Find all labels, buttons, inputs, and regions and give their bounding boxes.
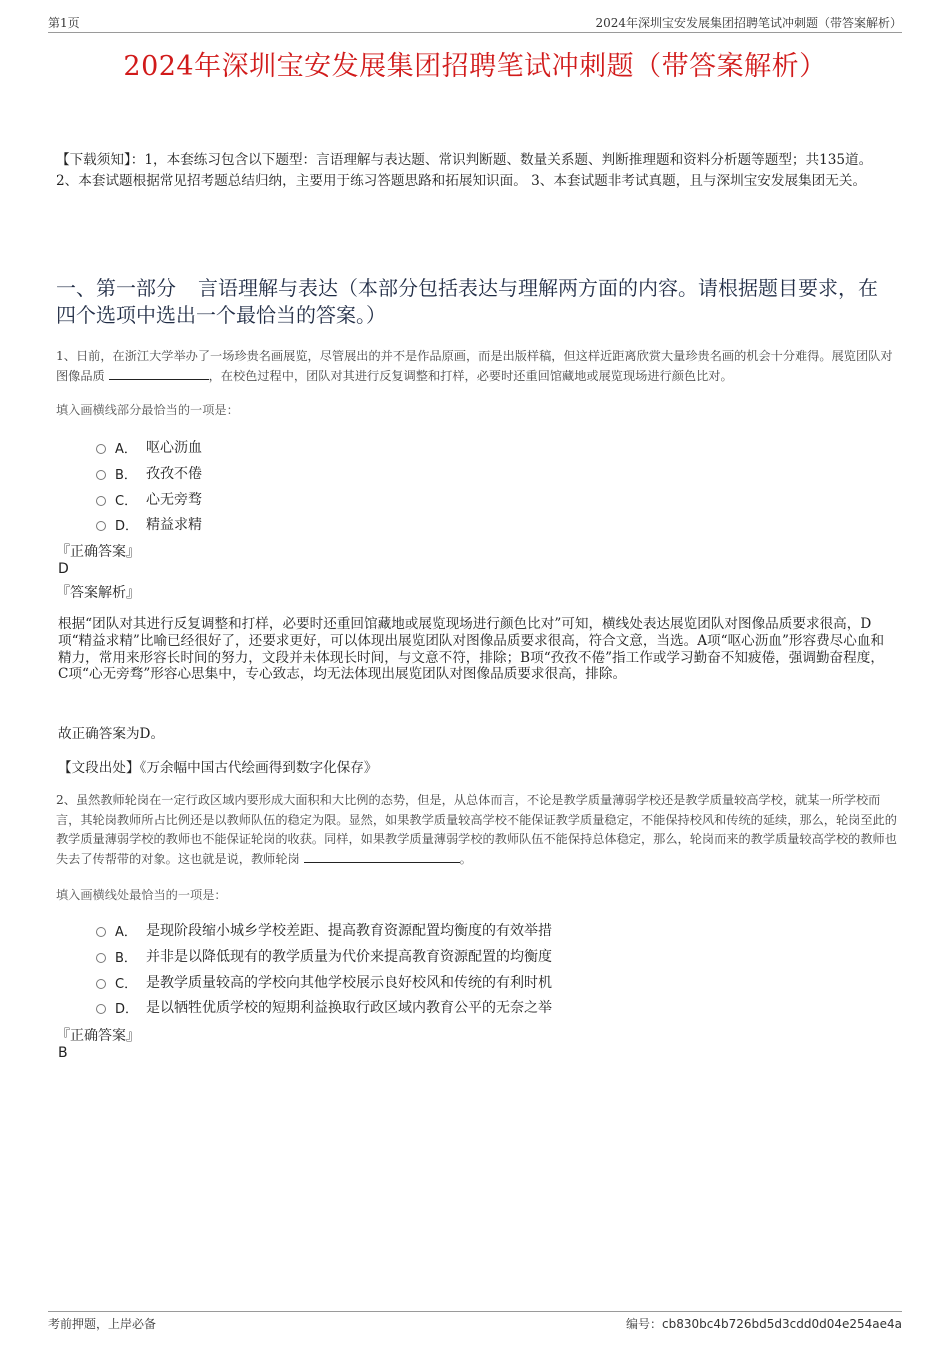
question-2-option-d[interactable]: D． 是以牺牲优质学校的短期利益换取行政区域内教育公平的无奈之举	[96, 997, 552, 1017]
radio-icon[interactable]	[96, 1004, 106, 1014]
question-1-answer: D	[58, 561, 69, 577]
question-2-option-a[interactable]: A． 是现阶段缩小城乡学校差距、提高教育资源配置均衡度的有效举措	[96, 920, 552, 940]
question-2-option-c[interactable]: C． 是教学质量较高的学校向其他学校展示良好校风和传统的有利时机	[96, 972, 552, 992]
question-1-answer-label: 『正确答案』	[56, 544, 140, 560]
radio-icon[interactable]	[96, 927, 106, 937]
footer-divider	[48, 1311, 902, 1312]
question-1-source: 【文段出处】《万余幅中国古代绘画得到数字化保存》	[58, 760, 378, 776]
question-1-option-d[interactable]: D． 精益求精	[96, 514, 202, 534]
header-doc-title: 2024年深圳宝安发展集团招聘笔试冲刺题（带答案解析）	[595, 16, 902, 30]
page-number: 第1页	[48, 16, 80, 30]
question-1-conclusion: 故正确答案为D。	[58, 726, 165, 742]
footer-code-value: cb830bc4b726bd5d3cdd0d04e254ae4a	[662, 1317, 902, 1331]
question-1-option-b[interactable]: B． 孜孜不倦	[96, 463, 202, 483]
question-1-analysis: 根据“团队对其进行反复调整和打样，必要时还重回馆藏地或展览现场进行颜色比对”可知，横线处表达展览团队对图像品质要求很高，D项“精益求精”比喻已经很好了，还要求更好，可以体现出展览团队对图像品质要求很高，符合文意，当选。A项“呕心沥血”形容费尽心血和精力，常用来形容长时间的努力，文段并未体现长时间，与文意不符，排除；B项“孜孜不倦”指工作或学习勤奋不知疲倦，强调勤奋程度，C项“心无旁骛”形容心思集中，专心致志，均无法体现出展览团队对图像品质要求很高，排除。	[58, 616, 885, 683]
question-1-option-a[interactable]: A． 呕心沥血	[96, 437, 202, 457]
question-2-prompt: 填入画横线处最恰当的一项是：	[56, 888, 227, 902]
section-description: 言语理解与表达（本部分包括表达与理解两方面的内容。请根据题目要求，在四个选项中选出一个最恰当的答案。）	[56, 276, 878, 327]
question-2-answer-label: 『正确答案』	[56, 1028, 140, 1044]
page-title: 2024年深圳宝安发展集团招聘笔试冲刺题（带答案解析）	[123, 51, 827, 82]
footer-slogan: 考前押题，上岸必备	[48, 1317, 157, 1331]
question-1-analysis-label: 『答案解析』	[56, 585, 140, 601]
question-2-text: 2、虽然教师轮岗在一定行政区域内要形成大面积和大比例的态势，但是，从总体而言，不论是教学质量薄弱学校还是教学质量较高学校，就某一所学校而言，其轮岗教师所占比例还是以教师队伍的稳定为限。显然，如果教学质量较高学校不能保证教学质量稳定，不能保持校风和传统的延续，那么，轮岗至此的教学质量薄弱学校的教师也不能保证轮岗的收获。同样，如果教学质量薄弱学校的教师队伍不能保持总体稳定，那么，轮岗而来的教学质量较高学校的教师也失去了传帮带的对象。这也就是说，教师轮岗 。	[56, 793, 897, 866]
section-part: 一、第一部分	[56, 276, 176, 300]
question-1-prompt: 填入画横线部分最恰当的一项是：	[56, 403, 239, 417]
header-divider	[48, 32, 902, 33]
radio-icon[interactable]	[96, 521, 106, 531]
section-heading	[56, 275, 894, 329]
question-1-text: 1、日前，在浙江大学举办了一场珍贵名画展览，尽管展出的并不是作品原画，而是出版样稿，但这样近距离欣赏大量珍贵名画的机会十分难得。展览团队对图像品质 ，在校色过程中，团队对其进行反复调整和打样，必要时还重回馆藏地或展览现场进行颜色比对。	[56, 349, 893, 383]
question-2-answer: B	[58, 1045, 68, 1061]
answer-blank	[304, 862, 460, 863]
radio-icon[interactable]	[96, 470, 106, 480]
radio-icon[interactable]	[96, 953, 106, 963]
question-2-option-b[interactable]: B． 并非是以降低现有的教学质量为代价来提高教育资源配置的均衡度	[96, 946, 552, 966]
download-notice: 【下载须知】：1，本套练习包含以下题型：言语理解与表达题、常识判断题、数量关系题、判断推理题和资料分析题等题型；共135道。 2、本套试题根据常见招考题总结归纳，主要用于练习答题思路和拓展知识面。 3、本套试题非考试真题，且与深圳宝安发展集团无关。	[56, 152, 873, 189]
footer-code-label: 编号：	[626, 1317, 663, 1331]
question-1-option-c[interactable]: C． 心无旁骛	[96, 489, 202, 509]
footer-code	[626, 1315, 902, 1332]
answer-blank	[109, 379, 209, 380]
radio-icon[interactable]	[96, 979, 106, 989]
radio-icon[interactable]	[96, 496, 106, 506]
radio-icon[interactable]	[96, 444, 106, 454]
